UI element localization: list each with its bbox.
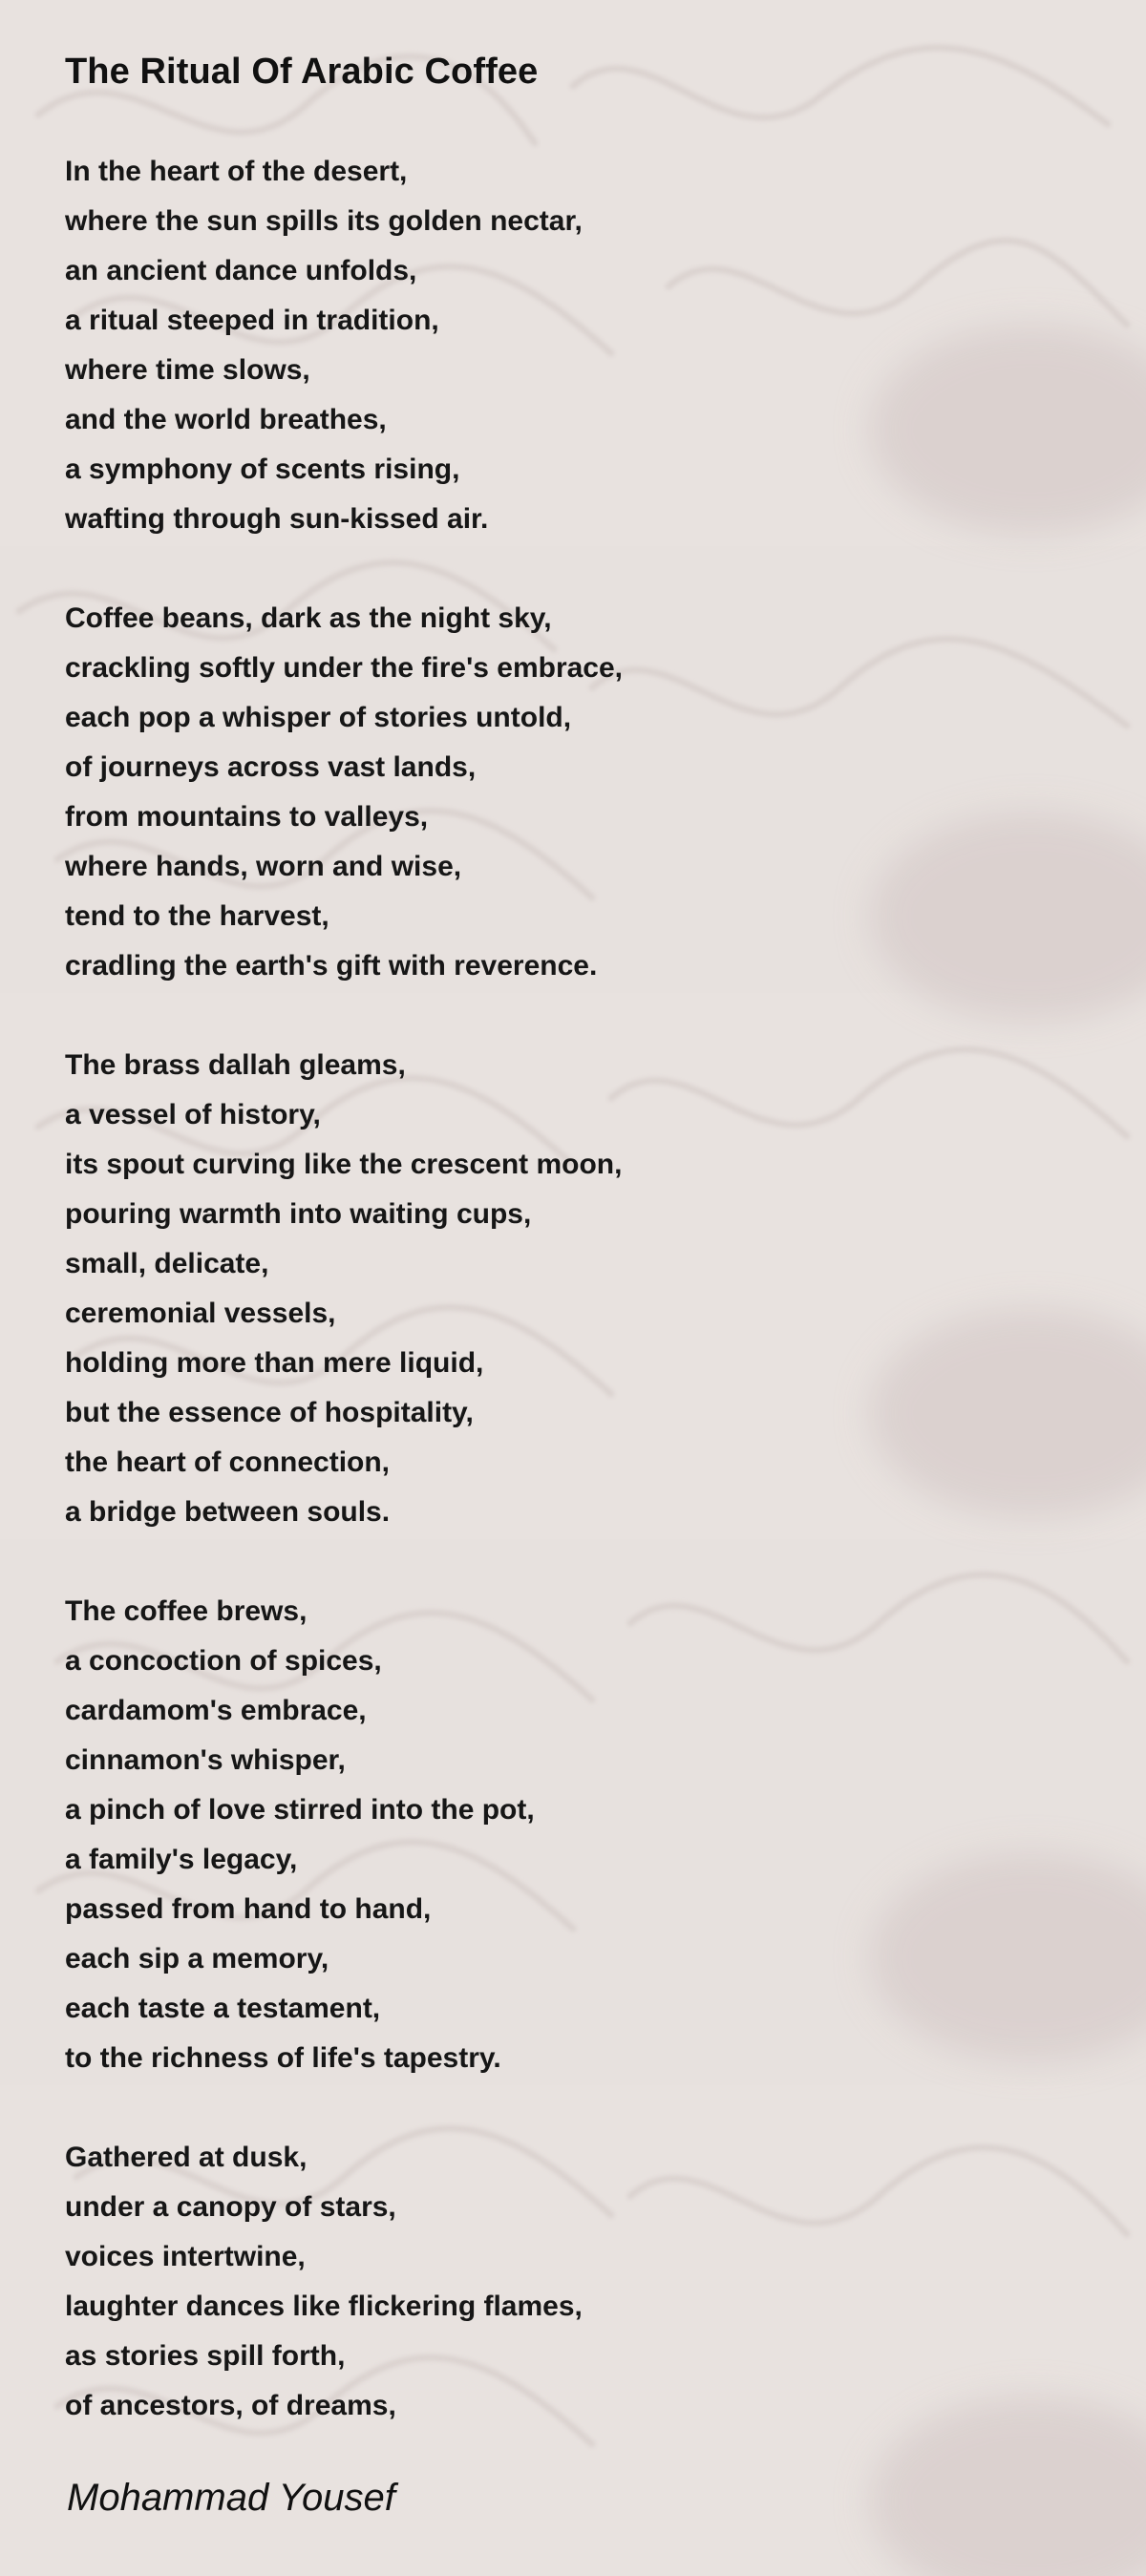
stanza-2 (65, 594, 623, 991)
poem-line: small, delicate, (65, 1248, 269, 1279)
stanza-4 (65, 1587, 623, 2083)
poem-line: cradling the earth's gift with reverence. (65, 950, 598, 982)
poem-line: where time slows, (65, 354, 310, 386)
poem-line: pouring warmth into waiting cups, (65, 1198, 532, 1230)
stanza-5 (65, 2133, 623, 2431)
poem-line: In the heart of the desert, (65, 156, 408, 187)
poem-line: a family's legacy, (65, 1844, 298, 1875)
poem-line: to the richness of life's tapestry. (65, 2042, 501, 2074)
stanza-1 (65, 147, 623, 544)
poem-line: where the sun spills its golden nectar, (65, 205, 583, 237)
poem-title: The Ritual Of Arabic Coffee (65, 52, 539, 92)
poem-line: tend to the harvest, (65, 900, 329, 932)
poem-line: of ancestors, of dreams, (65, 2390, 396, 2421)
poem-line: of journeys across vast lands, (65, 751, 477, 783)
poem-line: voices intertwine, (65, 2241, 306, 2272)
poem-line: its spout curving like the crescent moon, (65, 1149, 623, 1180)
poem-line: wafting through sun-kissed air. (65, 503, 489, 535)
poem-body (65, 147, 623, 2481)
poem-line: under a canopy of stars, (65, 2191, 396, 2223)
poem-line: ceremonial vessels, (65, 1298, 336, 1329)
poem-line: a symphony of scents rising, (65, 454, 460, 485)
poem-line: The coffee brews, (65, 1595, 308, 1627)
poem-line: passed from hand to hand, (65, 1893, 432, 1925)
poem-author: Mohammad Yousef (67, 2477, 395, 2519)
poem-line: cinnamon's whisper, (65, 1744, 346, 1776)
poem-line: Gathered at dusk, (65, 2142, 308, 2173)
poem-line: as stories spill forth, (65, 2340, 346, 2372)
stanza-3 (65, 1041, 623, 1537)
poem-line: and the world breathes, (65, 404, 387, 435)
poem-line: The brass dallah gleams, (65, 1049, 406, 1081)
poem-line: holding more than mere liquid, (65, 1347, 484, 1379)
poem-line: laughter dances like flickering flames, (65, 2291, 583, 2322)
poem-line: each sip a memory, (65, 1943, 329, 1974)
poem-line: the heart of connection, (65, 1446, 391, 1478)
poem-line: Coffee beans, dark as the night sky, (65, 602, 552, 634)
poem-line: but the essence of hospitality, (65, 1397, 474, 1428)
poem-line: where hands, worn and wise, (65, 851, 462, 882)
poem-line: cardamom's embrace, (65, 1695, 367, 1726)
poem-line: a bridge between souls. (65, 1496, 391, 1528)
poem-line: a concoction of spices, (65, 1645, 382, 1677)
poem-line: a vessel of history, (65, 1099, 321, 1130)
poem-line: each taste a testament, (65, 1993, 381, 2024)
poem-line: from mountains to valleys, (65, 801, 429, 833)
poem-line: a pinch of love stirred into the pot, (65, 1794, 535, 1826)
poem-line: crackling softly under the fire's embrace, (65, 652, 624, 684)
poem-line: a ritual steeped in tradition, (65, 305, 439, 336)
poem-line: an ancient dance unfolds, (65, 255, 417, 286)
poem-line: each pop a whisper of stories untold, (65, 702, 572, 733)
